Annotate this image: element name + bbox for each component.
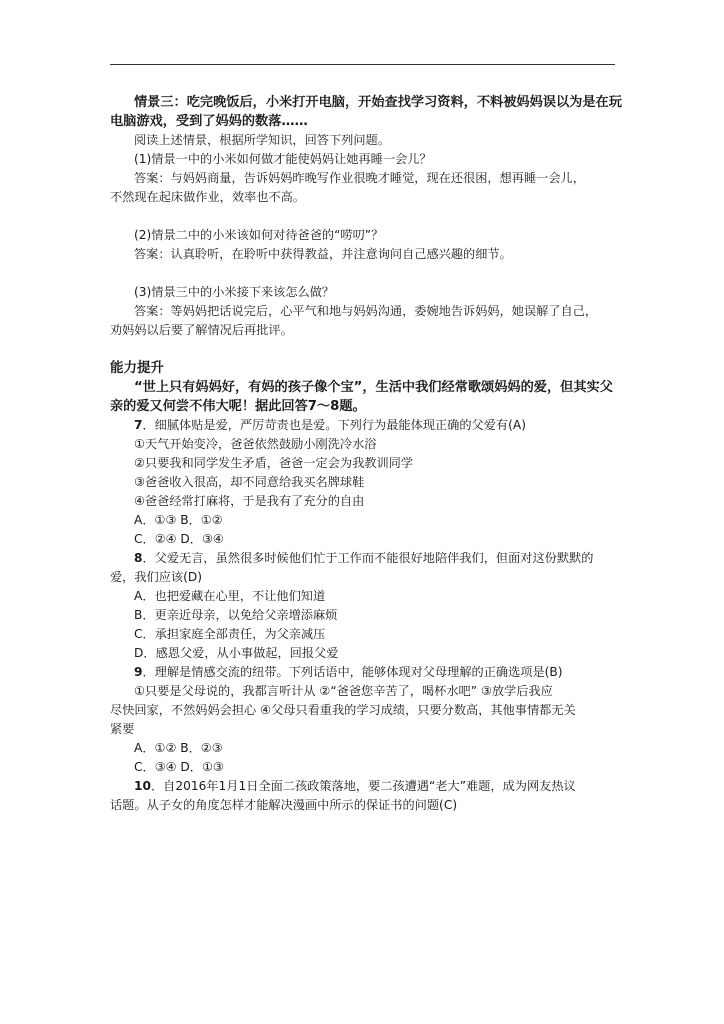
question-7-option: ①天气开始变冷，爸爸依然鼓励小刚洗冷水浴	[134, 437, 377, 451]
scenario-3-line-1: 情景三：吃完晚饭后，小米打开电脑，开始查找学习资料，不料被妈妈误以为是在玩	[134, 95, 622, 110]
passage-line-2: 亲的爱又何尝不伟大呢！据此回答7～8题。	[110, 399, 366, 414]
question-7-option: ②只要我和同学发生矛盾，爸爸一定会为我教训同学	[134, 456, 414, 470]
question-8-stem-line-2: 爱，我们应该(D)	[110, 570, 203, 584]
question-8-option: C．承担家庭全部责任，为父亲减压	[134, 627, 326, 641]
question-10-stem-line-2: 话题。从子女的角度怎样才能解决漫画中所示的保证书的问题(C)	[110, 798, 458, 812]
answer-3-line-2: 劝妈妈以后要了解情况后再批评。	[110, 323, 293, 337]
question-9-number: 9	[134, 665, 143, 679]
header-rule	[110, 64, 615, 65]
question-3: (3)情景三中的小米接下来该怎么做？	[134, 285, 335, 299]
question-10-stem	[110, 777, 620, 796]
passage-line-1: “世上只有妈妈好，有妈的孩子像个宝”，生活中我们经常歌颂妈妈的爱，但其实父	[134, 380, 613, 395]
question-9-text: ．理解是情感交流的纽带。下列话语中，能够体现对父母理解的正确选项是(B)	[142, 665, 563, 679]
question-9-options-line-1: ①只要是父母说的，我都言听计从 ②“爸爸您辛苦了，喝杯水吧” ③放学后我应	[134, 684, 553, 698]
question-8-number: 8	[134, 551, 143, 565]
question-8-option: D．感恩父爱，从小事做起，回报父爱	[134, 646, 339, 660]
question-9-choices-ab: A．①② B．②③	[134, 741, 223, 755]
question-7-option: ④爸爸经常打麻将，于是我有了充分的自由	[134, 494, 365, 508]
question-10-number: 10	[134, 779, 151, 793]
question-8-option: B．更亲近母亲，以免给父亲增添麻烦	[134, 608, 338, 622]
answer-3-line-1: 答案：等妈妈把话说完后，心平气和地与妈妈沟通，委婉地告诉妈妈，她误解了自己，	[134, 304, 598, 318]
question-8-option: A．也把爱藏在心里，不让他们知道	[134, 589, 326, 603]
question-2: (2)情景二中的小米该如何对待爸爸的“唠叨”？	[134, 228, 384, 242]
question-7-choices-cd: C．②④ D．③④	[134, 532, 224, 546]
question-9-options-line-3: 紧要	[110, 722, 135, 736]
reading-instruction: 阅读上述情景，根据所学知识，回答下列问题。	[134, 133, 390, 147]
question-7-choices-ab: A．①③ B．①②	[134, 513, 223, 527]
question-8-stem	[110, 549, 620, 568]
question-9-choices-cd: C．③④ D．①③	[134, 760, 224, 774]
question-1: (1)情景一中的小米如何做才能使妈妈让她再睡一会儿？	[134, 152, 432, 166]
section-title: 能力提升	[110, 360, 164, 376]
document-content	[110, 93, 620, 815]
question-7-option: ③爸爸收入很高，却不同意给我买名牌球鞋	[134, 475, 365, 489]
scenario-3-line-2: 电脑游戏，受到了妈妈的数落……	[110, 114, 308, 129]
question-7-stem	[110, 416, 620, 435]
answer-1-line-2: 不然现在起床做作业，效率也不高。	[110, 190, 305, 204]
question-9-options-line-2: 尽快回家，不然妈妈会担心 ④父母只看重我的学习成绩，只要分数高，其他事情都无关	[110, 703, 576, 717]
answer-2: 答案：认真聆听，在聆听中获得教益，并注意询问自己感兴趣的细节。	[134, 247, 512, 261]
question-9-stem	[110, 663, 620, 682]
question-10-text: ．自2016年1月1日全面二孩政策落地，要二孩遭遇“老大”难题，成为网友热议	[150, 779, 576, 793]
question-8-text: ．父爱无言，虽然很多时候他们忙于工作而不能很好地陪伴我们，但面对这份默默的	[142, 551, 594, 565]
question-7-number: 7	[134, 418, 143, 432]
answer-1-line-1: 答案：与妈妈商量，告诉妈妈昨晚写作业很晚才睡觉，现在还很困，想再睡一会儿，	[134, 171, 585, 185]
question-7-text: ．细腻体贴是爱，严厉苛责也是爱。下列行为最能体现正确的父爱有(A)	[142, 418, 526, 432]
